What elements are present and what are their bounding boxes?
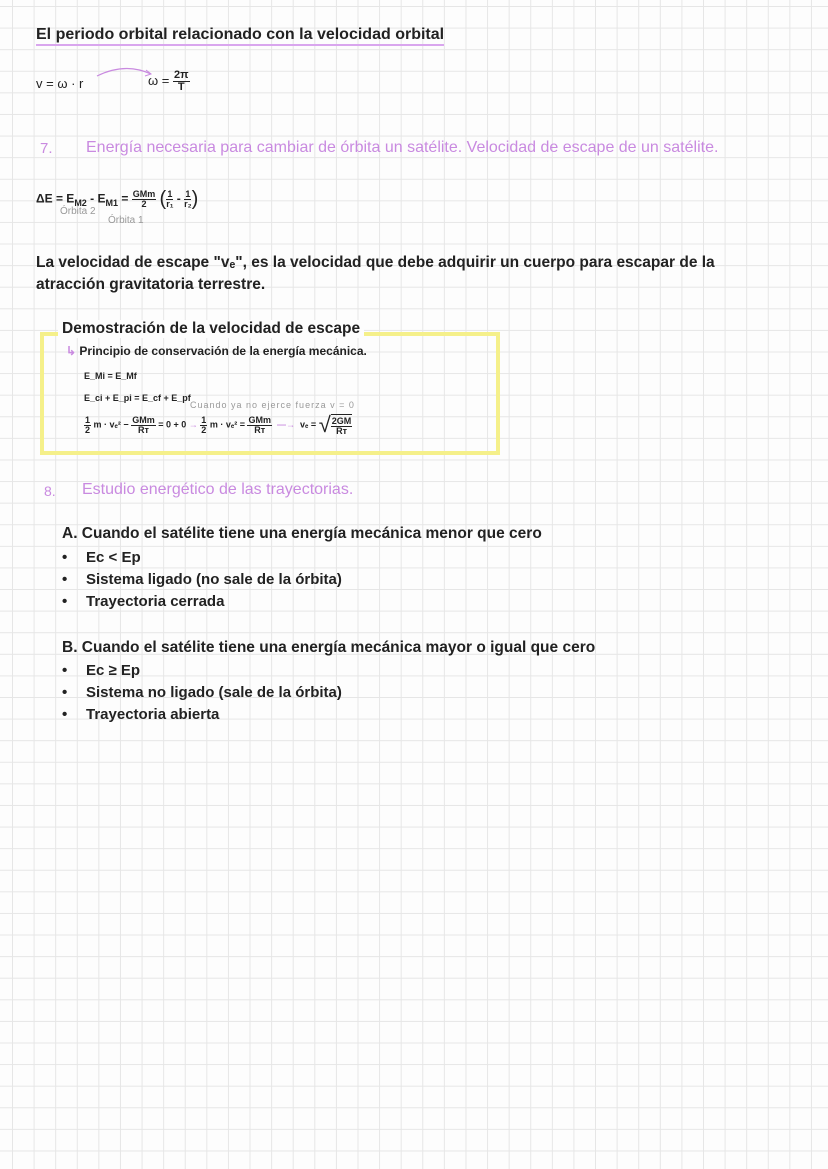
escape-velocity-paragraph-line2: atracción gravitatoria terrestre. bbox=[36, 276, 266, 293]
t: M1 bbox=[105, 198, 119, 209]
arrow-icon: —→ bbox=[274, 419, 298, 430]
case-b-item: • Ec ≥ Ep bbox=[62, 662, 140, 679]
demo-principle: ↳ Principio de conservación de la energía mecánica. bbox=[66, 344, 367, 358]
section-7-number: 7. bbox=[40, 140, 53, 157]
arrow-icon: → bbox=[188, 419, 198, 430]
page-title: El periodo orbital relacionado con la velocidad orbital bbox=[36, 26, 444, 46]
arrow-icon bbox=[95, 62, 155, 82]
t: vₑ = bbox=[300, 419, 317, 430]
num: GMm bbox=[248, 414, 271, 425]
num: GMm bbox=[132, 414, 155, 425]
case-b-item: • Sistema no ligado (sale de la órbita) bbox=[62, 684, 342, 701]
case-b-title: B. Cuando el satélite tiene una energía mecánica mayor o igual que cero bbox=[62, 639, 596, 656]
case-a-item: • Ec < Ep bbox=[62, 549, 141, 566]
formula-velocity: v = ω · r bbox=[36, 76, 84, 91]
den: T bbox=[177, 81, 185, 93]
demo-eq1: E_Mi = E_Mf bbox=[84, 371, 137, 381]
section-7-title: Energía necesaria para cambiar de órbita un satélite. Velocidad de escape de un satélite. bbox=[86, 139, 719, 156]
case-a-title: A. Cuando el satélite tiene una energía mecánica menor que cero bbox=[62, 525, 542, 542]
t: ΔE = E bbox=[36, 191, 75, 206]
section-8-number: 8. bbox=[44, 483, 56, 499]
delta-e-formula: $\Delta E = E_{M2} - E_{M1}$ = $\frac{\text{GMm}}{2}$ ( $\frac{1}{\text{r₁}}$ - $\frac{1}{\text{r₂}}$ ) bbox=[36, 188, 199, 210]
case-a-item: • Sistema ligado (no sale de la órbita) bbox=[62, 571, 342, 588]
t: M2 bbox=[74, 198, 87, 209]
t: - E bbox=[86, 191, 106, 206]
t: m · vₑ² = bbox=[209, 419, 245, 430]
demo-eq2: E_ci + E_pi = E_cf + E_pf bbox=[84, 393, 191, 403]
den: Rᴛ bbox=[137, 424, 149, 435]
demo-eq3: $\frac{1}{2}$ m · vₑ² − $\frac{\text{GMm}}{\text{Rᴛ}}$ = 0 + 0 → $\frac{1}{2}$ m · vₑ² = $\frac{\text{GMm}}{\text{Rᴛ}}$ —→ vₑ = √ $\frac{2GM}{\text{Rᴛ}}$ bbox=[85, 412, 352, 437]
num: 2GM bbox=[331, 416, 352, 426]
section-8-title: Estudio energético de las trayectorias. bbox=[82, 481, 354, 498]
demo-note: Cuando ya no ejerce fuerza v = 0 bbox=[190, 400, 355, 410]
num: 1 bbox=[167, 189, 173, 199]
num: 2π bbox=[173, 69, 189, 81]
demo-title: Demostración de la velocidad de escape bbox=[58, 320, 364, 338]
den: 2 bbox=[141, 199, 147, 209]
den: 2 bbox=[85, 424, 91, 435]
num: 1 bbox=[85, 414, 91, 425]
principle-text: Principio de conservación de la energía mecánica. bbox=[79, 344, 367, 358]
den: r₁ bbox=[166, 199, 174, 209]
note-orbita-1: Órbita 1 bbox=[108, 215, 144, 226]
case-b-item: • Trayectoria abierta bbox=[62, 706, 219, 723]
omega-lhs: ω = bbox=[148, 72, 170, 88]
den: Rᴛ bbox=[336, 426, 347, 436]
t: = bbox=[118, 191, 129, 206]
t: m · vₑ² − bbox=[93, 419, 129, 430]
den: r₂ bbox=[184, 199, 192, 209]
den: Rᴛ bbox=[254, 424, 266, 435]
case-a-item: • Trayectoria cerrada bbox=[62, 593, 224, 610]
escape-velocity-paragraph-line1: La velocidad de escape "vₑ", es la velocidad que debe adquirir un cuerpo para escapar de la bbox=[36, 254, 715, 271]
num: 1 bbox=[185, 189, 191, 199]
note-orbita-2: Órbita 2 bbox=[60, 206, 96, 217]
num: GMm bbox=[132, 189, 156, 199]
t: = 0 + 0 bbox=[158, 419, 187, 430]
den: 2 bbox=[201, 424, 207, 435]
num: 1 bbox=[201, 414, 207, 425]
formula-omega bbox=[148, 70, 190, 93]
